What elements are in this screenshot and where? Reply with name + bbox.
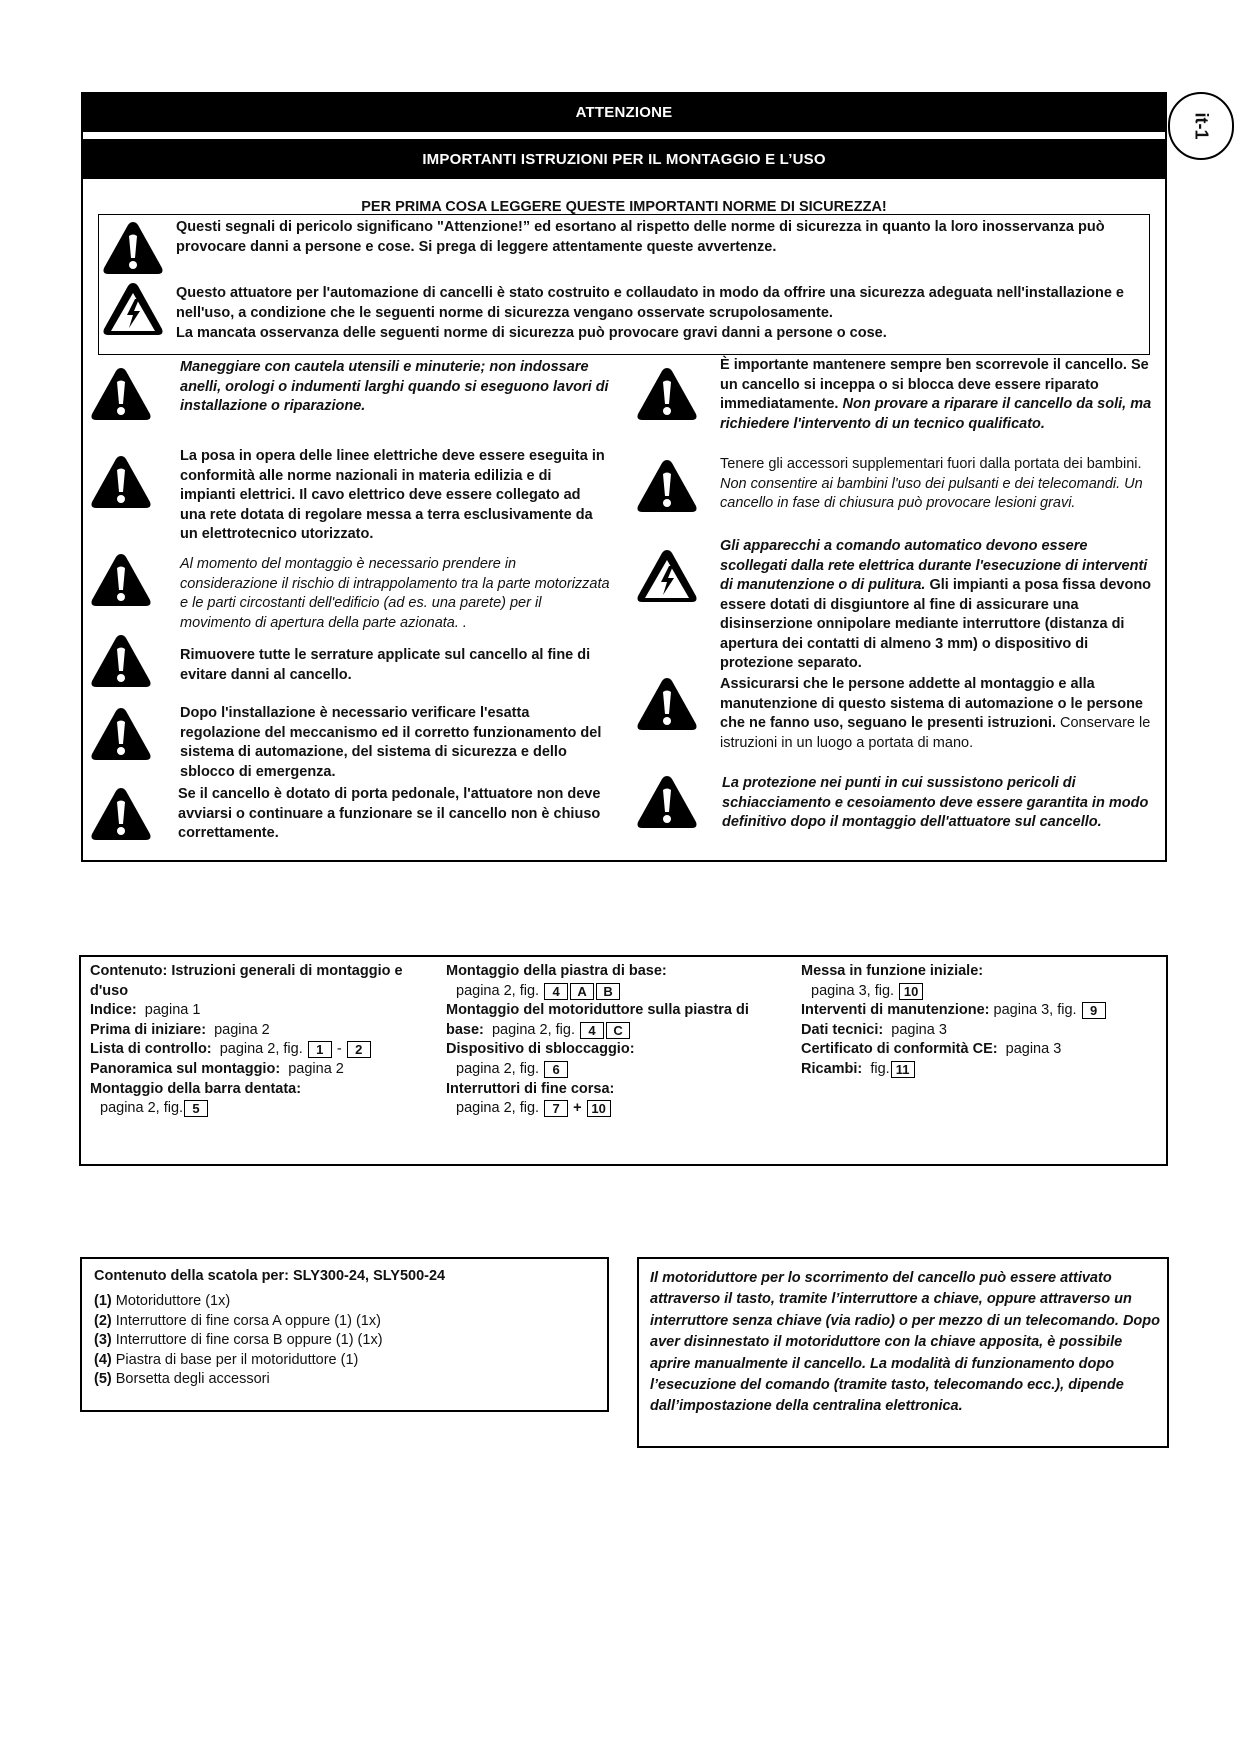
warning-disconnect-note: Gli impianti a posa fissa devono essere dotati di disgiuntore al fine di assicurare una disinserzione onnipolare mediante interruttore (distanza di apertura dei contatti di almeno 3 mm) o dispositivo di protezione separato. [720,577,1152,671]
toc-entry-ricambi: Ricambi: fig. 11 [801,1060,1161,1080]
toc-entry-dati: Dati tecnici: pagina 3 [801,1021,947,1038]
warning-gate-maintenance-main: È importante mantenere sempre ben scorrevole il cancello. Se un cancello si inceppa o si blocca deve essere riparato immediatamente. [720,357,1149,412]
toc-entry-messa: Messa in funzione iniziale: [801,963,984,979]
warning-children-main: Tenere gli accessori supplementari fuori dalla portata dei bambini. [720,456,1142,472]
fig-ref: 4 [580,1022,604,1039]
warning-exclamation-icon [636,676,698,732]
warning-disconnect-main: Gli apparecchi a comando automatico devono essere scollegati dalla rete elettrica durante l'esecuzione di interventi di manutenzione o di pulitura. [720,538,1148,593]
fig-ref: 11 [891,1061,915,1078]
list-item: (2) Interruttore di fine corsa A oppure (1) (1x) [94,1312,381,1329]
warning-exclamation-icon [636,774,698,830]
intro-paragraph-2: Questo attuatore per l'automazione di cancelli è stato costruito e collaudato in modo da offrire una sicurezza adeguata nell'installazione e nell'uso, a condizione che le seguenti norme di sicurezza vengano osservate scrupolosamente. [176,285,1124,321]
instructions-header: IMPORTANTI ISTRUZIONI PER IL MONTAGGIO E L’USO [81,139,1167,179]
warning-exclamation-icon [90,552,152,608]
fig-ref: 2 [347,1041,371,1058]
toc-entry-lista: Lista di controllo: pagina 2, fig. 1 - 2 [90,1040,430,1060]
list-item: (5) Borsetta degli accessori [94,1371,270,1387]
fig-ref: 10 [587,1100,611,1117]
fig-ref: 5 [184,1100,208,1117]
electric-shock-icon [102,281,164,337]
warning-tools-text: Maneggiare con cautela utensili e minuterie; non indossare anelli, orologi o indumenti larghi quando si eseguono lavori di installazione o riparazione. [180,359,609,414]
contents-title: Contenuto: Istruzioni generali di montaggio e d'uso [90,963,403,999]
fig-ref: 4 [544,983,568,1000]
warning-exclamation-icon [636,458,698,514]
warning-crushing-text: La protezione nei punti in cui sussistono pericoli di schiacciamento e cesoiamento deve essere garantita in modo definitivo dopo il montaggio dell'attuatore sul cancello. [722,775,1149,830]
warning-entrapment-text: Al momento del montaggio è necessario prendere in considerazione il rischio di intrappolamento tra la parte motorizzata e le parti circostanti dell'edificio (ad es. una parete) per il movimento di apertura della parte azionata. . [180,556,610,631]
toc-entry-interventi: Interventi di manutenzione: pagina 3, fig. 9 [801,1001,1161,1021]
warning-exclamation-icon [90,786,152,842]
toc-entry-sblocco-ref: pagina 2, fig. 6 [446,1060,791,1080]
fig-ref: B [596,983,620,1000]
list-item: (4) Piastra di base per il motoriduttore (1) [94,1351,359,1368]
fig-ref: 9 [1082,1002,1106,1019]
fig-ref: A [570,983,594,1000]
fig-ref: C [606,1022,630,1039]
warning-children-note: Non consentire ai bambini l'uso dei pulsanti e dei telecomandi. Un cancello in fase di chiusura può provocare lesioni gravi. [720,475,1143,511]
fig-ref: 1 [308,1041,332,1058]
fig-ref: 7 [544,1100,568,1117]
warning-exclamation-icon [90,633,152,689]
list-item: (1) Motoriduttore (1x) [94,1293,231,1309]
toc-entry-piastra-ref: pagina 2, fig. 4 A B [446,982,791,1002]
fig-ref: 10 [899,983,923,1000]
attention-header: ATTENZIONE [81,92,1167,132]
warning-exclamation-icon [90,366,152,422]
toc-entry-messa-ref: pagina 3, fig. 10 [801,982,1161,1002]
box-contents-list [94,1292,604,1390]
toc-entry-piastra: Montaggio della piastra di base: [446,963,667,979]
contents-column-1 [90,962,430,1119]
warning-exclamation-icon [90,706,152,762]
electric-shock-icon [636,548,698,604]
warning-gate-maintenance-note: Non provare a riparare il cancello da soli, ma richiedere l'intervento di un tecnico qualificato. [720,396,1152,432]
toc-entry-finecorsa-ref: pagina 2, fig. 7 + 10 [446,1099,791,1119]
toc-entry-prima: Prima di iniziare: pagina 2 [90,1021,270,1038]
list-item: (3) Interruttore di fine corsa B oppure (1) (1x) [94,1332,383,1348]
intro-paragraph-1: Questi segnali di pericolo significano "Attenzione!” ed esortano al rispetto delle norme di sicurezza in quanto la loro inosservanza può provocare danni a persone e cose. Si prega di leggere attentamente queste avvertenze. [176,219,1105,255]
warning-disconnect-text [720,537,1154,674]
toc-entry-certificato: Certificato di conformità CE: pagina 3 [801,1041,1062,1058]
toc-entry-indice: Indice: pagina 1 [90,1002,201,1019]
warning-exclamation-icon [102,220,164,276]
warning-children-text [720,455,1154,514]
warning-exclamation-icon [636,366,698,422]
toc-entry-panoramica: Panoramica sul montaggio: pagina 2 [90,1060,344,1077]
box-contents-title: Contenuto della scatola per: SLY300-24, SLY500-24 [94,1268,446,1284]
fig-ref: 6 [544,1061,568,1078]
toc-entry-finecorsa: Interruttori di fine corsa: [446,1080,615,1097]
warning-locks-text: Rimuovere tutte le serrature applicate sul cancello al fine di evitare danni al cancello. [180,647,591,683]
toc-entry-barra-ref: pagina 2, fig. 5 [90,1099,430,1119]
contents-column-2 [446,962,791,1119]
toc-entry-sblocco: Dispositivo di sbloccaggio: [446,1041,635,1058]
page-tab-label: it-1 [1191,112,1212,140]
motor-operation-note: Il motoriduttore per lo scorrimento del cancello può essere attivato attraverso il tasto, tramite l’interruttore a chiave, oppure attraverso un interruttore senza chiave (via radio) o per mezzo di un telecomando. Dopo aver disinnestato il motoriduttore con la chiave apposita, è possibile aprire manualmente il cancello. La modalità di funzionamento dopo l’esecuzione del comando (tramite tasto, telecomando ecc.), dipende dall’impostazione della centralina elettronica. [650,1270,1161,1415]
warning-exclamation-icon [90,454,152,510]
page-tab [1168,92,1234,160]
contents-column-3 [801,962,1161,1080]
warning-electric-lines-text: La posa in opera delle linee elettriche deve essere eseguita in conformità alle norme nazionali in materia edilizia e di impianti elettrici. Il cavo elettrico deve essere collegato ad una rete dotata di regolare messa a terra esclusivamente da un elettrotecnico utorizzato. [180,448,605,542]
warning-instructions-text [720,675,1154,753]
first-read-heading: PER PRIMA COSA LEGGERE QUESTE IMPORTANTI NORME DI SICUREZZA! [361,199,887,215]
intro-paragraph-3: La mancata osservanza delle seguenti norme di sicurezza può provocare gravi danni a persone o cose. [176,325,887,341]
warning-instructions-main: Assicurarsi che le persone addette al montaggio e alla manutenzione di questo sistema di automazione o le persone che ne fanno uso, seguano le presenti istruzioni. [720,676,1143,731]
warning-pedestrian-door-text: Se il cancello è dotato di porta pedonale, l'attuatore non deve avviarsi o continuare a funzionare se il cancello non è chiuso correttamente. [178,786,601,841]
warning-post-install-text: Dopo l'installazione è necessario verificare l'esatta regolazione del meccanismo ed il corretto funzionamento del sistema di automazione, del sistema di sicurezza e dello sblocco di emergenza. [180,705,602,780]
warning-gate-maintenance-text [720,356,1154,434]
warning-instructions-note: Conservare le istruzioni in un luogo a portata di mano. [720,715,1151,751]
toc-entry-barra: Montaggio della barra dentata: [90,1080,302,1097]
toc-entry-motoriduttore: Montaggio del motoriduttore sulla piastra di base: pagina 2, fig. 4 C [446,1002,749,1038]
